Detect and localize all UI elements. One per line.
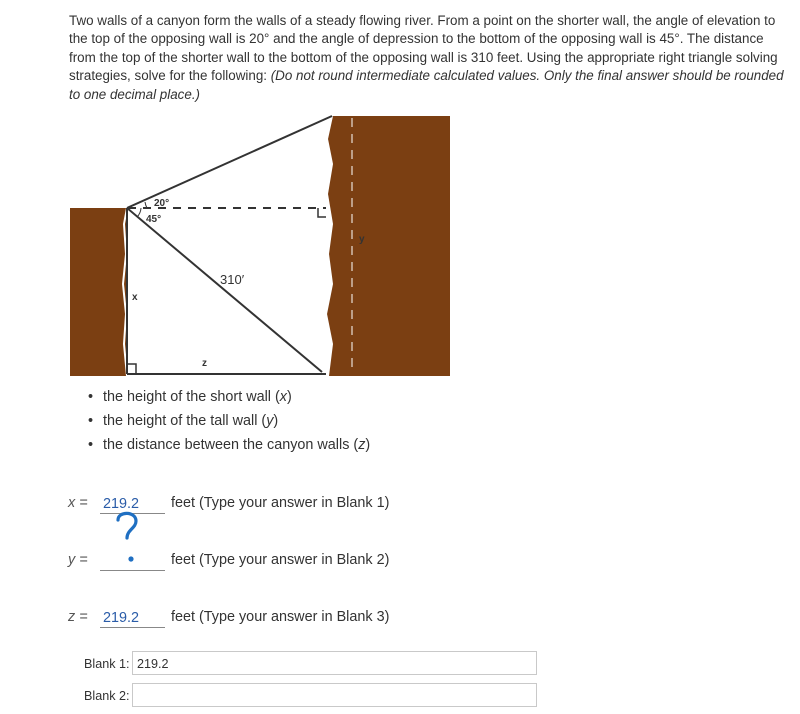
answer-suffix: feet (Type your answer in Blank 2) xyxy=(171,552,390,568)
answer-row-y xyxy=(68,549,389,571)
answer-row-z xyxy=(68,606,389,628)
answer-var: z = xyxy=(68,609,88,625)
tall-wall xyxy=(326,116,450,376)
blank-2-field xyxy=(84,689,132,703)
bullet-list xyxy=(88,385,370,457)
problem-note: (Do not round intermediate calculated values. Only the final answer should be rounded to one decimal place.) xyxy=(69,68,784,102)
answer-suffix: feet (Type your answer in Blank 1) xyxy=(171,495,390,511)
answer-blank-2[interactable] xyxy=(100,550,165,571)
answer-var: y = xyxy=(68,552,88,568)
answer-var: x = xyxy=(68,495,88,511)
x-label: x xyxy=(132,292,138,303)
z-label: z xyxy=(202,358,207,369)
depression-line xyxy=(127,208,322,372)
blank-1-label: Blank 1: xyxy=(84,657,130,671)
elevation-line xyxy=(127,116,332,208)
answer-suffix: feet (Type your answer in Blank 3) xyxy=(171,609,390,625)
list-item: • the height of the tall wall (y) xyxy=(88,409,370,433)
blank-2-input[interactable] xyxy=(132,683,537,707)
blank-1-field xyxy=(84,657,169,671)
hypotenuse-label: 310′ xyxy=(220,272,245,287)
answer-blank-3[interactable]: 219.2 xyxy=(100,607,165,628)
problem-text: Two walls of a canyon form the walls of a steady flowing river. From a point on the shorter wall, the angle of elevation to the top of the opposing wall is 20° and the angle of depression to the bottom of the opposing wall is 45°. The distance from the top of the shorter wall to the bottom of the opposing wall is 310 feet. Using the appropriate right triangle solving strategies, solve for the following: xyxy=(69,13,778,84)
angle-depression-label: 45° xyxy=(146,214,162,225)
short-wall xyxy=(70,208,127,376)
blank-1-input[interactable]: 219.2 xyxy=(132,651,537,675)
list-item: • the height of the short wall (x) xyxy=(88,385,370,409)
list-item: • the distance between the canyon walls (z) xyxy=(88,433,370,457)
angle-elevation-label: 20° xyxy=(154,198,170,209)
right-angle-marker-top xyxy=(318,208,326,217)
blank-2-label: Blank 2: xyxy=(84,689,130,703)
problem-statement xyxy=(69,12,789,104)
right-angle-marker-bottom xyxy=(127,364,136,374)
canyon-diagram xyxy=(70,114,450,376)
answer-blank-1[interactable]: 219.2 xyxy=(100,493,165,514)
y-label: y xyxy=(359,234,365,245)
